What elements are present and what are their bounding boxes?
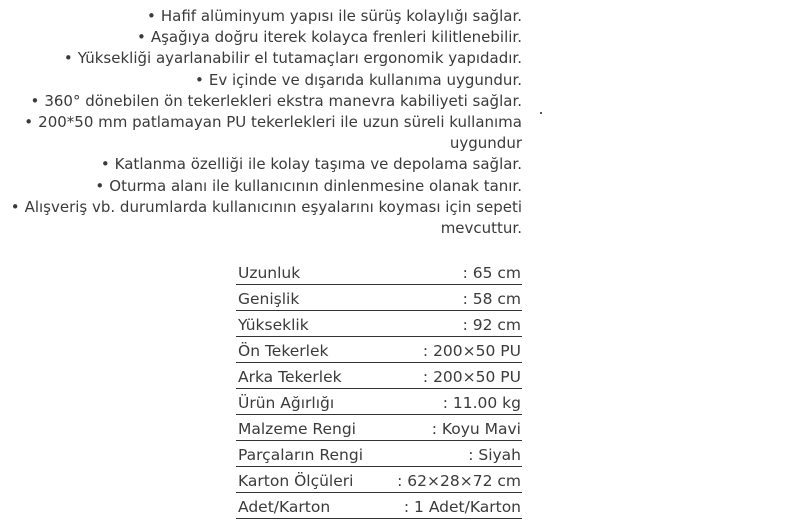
feature-item (0, 91, 522, 112)
bullet-icon: • (10, 197, 20, 216)
spec-label: Adet/Karton (236, 492, 380, 518)
feature-text: Katlanma özelliği ile kolay taşıma ve depolama sağlar. (114, 155, 522, 174)
spec-row (236, 388, 522, 414)
stray-dot (540, 112, 542, 114)
spec-row (236, 440, 522, 466)
spec-label: Parçaların Rengi (236, 440, 380, 466)
spec-value: : 1 Adet/Karton (380, 492, 522, 518)
spec-label: Yükseklik (236, 310, 380, 336)
bullet-icon: • (24, 113, 34, 132)
feature-item (0, 27, 522, 48)
spec-value: : 92 cm (380, 310, 522, 336)
feature-item (0, 48, 522, 69)
feature-text: Oturma alanı ile kullanıcının dinlenmesine olanak tanır. (109, 176, 522, 195)
feature-text: 200*50 mm patlamayan PU tekerlekleri ile uzun süreli kullanıma uygundur (38, 113, 522, 153)
spec-row (236, 284, 522, 310)
spec-label: Uzunluk (236, 258, 380, 284)
bullet-icon: • (95, 176, 105, 195)
bullet-icon: • (63, 49, 73, 68)
feature-item (0, 6, 522, 27)
spec-row (236, 258, 522, 284)
spec-value: : 58 cm (380, 284, 522, 310)
spec-row (236, 414, 522, 440)
feature-list (0, 6, 522, 239)
feature-item (0, 176, 522, 197)
feature-item (0, 70, 522, 91)
bullet-icon: • (30, 91, 40, 110)
feature-item (0, 197, 522, 239)
spec-value: : 200×50 PU (380, 362, 522, 388)
spec-value: : Koyu Mavi (380, 414, 522, 440)
feature-text: Ev içinde ve dışarıda kullanıma uygundur. (208, 70, 522, 89)
spec-label: Ön Tekerlek (236, 336, 380, 362)
feature-text: Aşağıya doğru iterek kolayca frenleri kilitlenebilir. (150, 28, 522, 47)
bullet-icon: • (147, 7, 156, 25)
spec-label: Genişlik (236, 284, 380, 310)
feature-text: Yüksekliği ayarlanabilir el tutamaçları ergonomik yapıdadır. (77, 49, 522, 68)
spec-row (236, 362, 522, 388)
bullet-icon: • (100, 155, 110, 174)
spec-row (236, 336, 522, 362)
spec-label: Malzeme Rengi (236, 414, 380, 440)
spec-value: : 62×28×72 cm (380, 466, 522, 492)
spec-label: Karton Ölçüleri (236, 466, 380, 492)
spec-value: : 65 cm (380, 258, 522, 284)
spec-row (236, 310, 522, 336)
bullet-icon: • (136, 28, 146, 47)
spec-value: : 200×50 PU (380, 336, 522, 362)
spec-row (236, 492, 522, 518)
feature-text: 360° dönebilen ön tekerlekleri ekstra manevra kabiliyeti sağlar. (44, 91, 522, 110)
feature-text: Alışveriş vb. durumlarda kullanıcının eşyalarını koyması için sepeti mevcuttur. (24, 197, 522, 238)
spec-value: : 11.00 kg (380, 388, 522, 414)
spec-row (236, 466, 522, 492)
spec-table (236, 258, 522, 519)
spec-label: Arka Tekerlek (236, 362, 380, 388)
feature-item (0, 112, 522, 154)
feature-item (0, 154, 522, 175)
bullet-icon: • (195, 70, 204, 89)
spec-value: : Siyah (380, 440, 522, 466)
spec-label: Ürün Ağırlığı (236, 388, 380, 414)
feature-text: Hafif alüminyum yapısı ile sürüş kolaylığı sağlar. (160, 7, 522, 25)
